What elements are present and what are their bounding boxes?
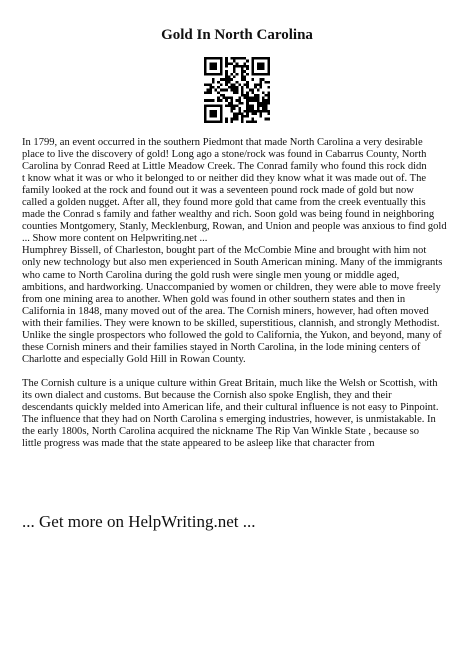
text-line: little progress was made that the state appeared to be asleep like that character from [22, 438, 375, 450]
text-line: t know what it was or who it belonged to or neither did they know what it was made out of. The [22, 173, 427, 185]
text-line: ambitions, and hardworking. Unaccompanied by women or children, they were able to move freely [22, 281, 441, 293]
text-line: only new technology but also men experienced in South American mining. Many of the immigrants [22, 257, 443, 269]
text-line: ... Show more content on Helpwriting.net ... [22, 233, 208, 245]
text-line: with their families. They were known to be skilled, superstitious, clannish, and strongly Methodist. [22, 317, 440, 329]
text-line: the early 1800s, North Carolina acquired the nickname The Rip Van Winkle State , because so [22, 426, 420, 438]
page-title: Gold In North Carolina [161, 27, 313, 43]
text-line: from one mining area to another. When gold was found in other southern states and then in [22, 293, 406, 305]
article-body [22, 137, 462, 450]
text-line: The influence that they had on North Carolina s emerging industries, however, is unmistakable. In [22, 414, 436, 426]
qr-code-icon [204, 57, 270, 123]
text-line: counties Montgomery, Stanly, Mecklenburg, Rowan, and Union and people was anxious to find gold [22, 221, 447, 233]
text-line: Humphrey Bissell, of Charleston, bought part of the McCombie Mine and brought with him not [22, 245, 427, 257]
text-line: descendants quickly melded into American life, and their cultural influence is not easy to Pinpoint. [22, 402, 439, 414]
text-line: made the Conrad s family and father wealthy and rich. Soon gold was being found in neighboring [22, 209, 435, 221]
paragraph-2 [22, 378, 462, 450]
paragraph-1 [22, 137, 462, 366]
text-line: place to live the discovery of gold! Long ago a stone/rock was found in Cabarrus County, North [22, 149, 427, 161]
text-line: Charlotte and especially Gold Hill in Rowan County. [22, 353, 246, 365]
text-line: called a golden nugget. After all, they found more gold that came from the creek eventually this [22, 197, 426, 209]
get-more-link[interactable]: ... Get more on HelpWriting.net ... [22, 512, 256, 531]
text-line: Unlike the single prospectors who followed the gold to California, the Yukon, and beyond, many of [22, 329, 442, 341]
text-line: California in 1848, many moved out of the area. The Cornish miners, however, had often moved [22, 305, 429, 317]
text-line: The Cornish culture is a unique culture within Great Britain, much like the Welsh or Scottish, with [22, 377, 438, 389]
text-line: these Cornish miners and their families stayed in North Carolina, in the lode mining centers of [22, 341, 421, 353]
text-line: its own dialect and customs. But because the Cornish also spoke English, they and their [22, 389, 392, 401]
text-line: who came to North Carolina during the gold rush were single men young or middle aged, [22, 269, 400, 281]
text-line: In 1799, an event occurred in the southern Piedmont that made North Carolina a very desirable [22, 137, 423, 148]
text-line: family looked at the rock and found out it was a seventeen pound rock made of gold but now [22, 185, 414, 197]
text-line: Carolina by Conrad Reed at Little Meadow Creek. The Conrad family who found this rock didn [22, 161, 427, 173]
